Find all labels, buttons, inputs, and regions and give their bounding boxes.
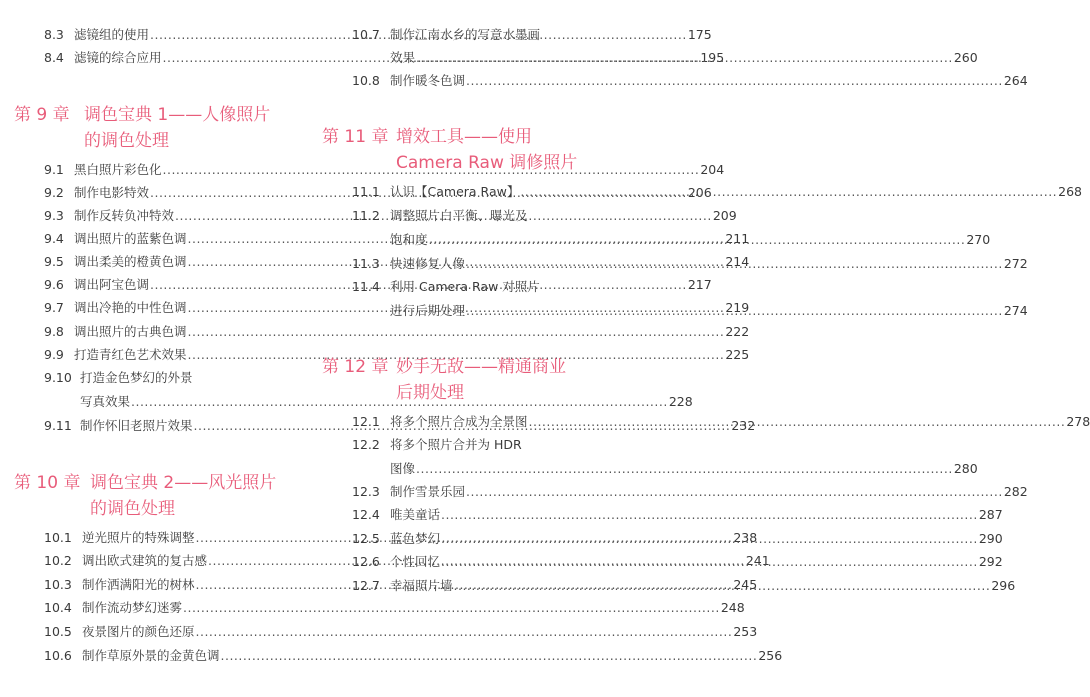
entry-number: 9.4 (44, 231, 64, 246)
entry-page: 204 (700, 162, 725, 177)
toc-entry-continued[interactable] (352, 461, 978, 477)
entry-page: 248 (720, 600, 745, 615)
entry-page: 260 (953, 50, 978, 65)
entry-title: 饱和度 (390, 232, 428, 247)
entry-title: 调整照片白平衡、曝光及 (390, 208, 528, 223)
toc-entry[interactable] (44, 624, 758, 640)
leader-dots (183, 600, 720, 616)
toc-entry[interactable] (44, 347, 750, 363)
entry-number: 8.3 (44, 27, 64, 42)
entry-number: 9.9 (44, 347, 64, 362)
entry-title: 快速修复人像 (390, 256, 466, 271)
entry-title: 打造青红色艺术效果 (74, 347, 187, 362)
entry-title: 调出冷艳的中性色调 (74, 300, 187, 315)
entry-page: 272 (1003, 256, 1028, 271)
entry-number: 9.1 (44, 162, 64, 177)
entry-page: 274 (1003, 303, 1028, 318)
leader-dots (221, 648, 758, 664)
entry-number: 12.6 (352, 554, 380, 569)
leader-dots (466, 484, 1003, 500)
entry-title: 调出照片的古典色调 (74, 324, 187, 339)
entry-page: 214 (725, 254, 750, 269)
entry-title: 幸福照片墙 (390, 578, 453, 593)
entry-title: 调出照片的蓝紫色调 (74, 231, 187, 246)
entry-page: 292 (978, 554, 1003, 569)
entry-title: 调出欧式建筑的复古感 (82, 553, 208, 568)
entry-title: 黑白照片彩色化 (74, 162, 162, 177)
leader-dots (196, 624, 733, 640)
chapter-title-line2: 后期处理 (396, 383, 464, 403)
entry-number: 9.7 (44, 300, 64, 315)
leader-dots (466, 256, 1003, 272)
entry-page: 290 (978, 531, 1003, 546)
entry-page: 287 (978, 507, 1003, 522)
chapter-title-line2: Camera Raw 调修照片 (396, 153, 578, 173)
entry-page: 175 (687, 27, 712, 42)
entry-page: 241 (745, 553, 770, 568)
entry-number: 11.1 (352, 184, 380, 199)
entry-number: 9.3 (44, 208, 64, 223)
entry-page: 278 (1066, 414, 1090, 429)
leader-dots (441, 531, 978, 547)
entry-title: 将多个照片合成为全景图 (390, 414, 528, 429)
entry-page: 268 (1058, 184, 1082, 199)
entry-page: 256 (758, 648, 783, 663)
chapter-title-line2: 的调色处理 (84, 131, 169, 151)
entry-title: 夜景图片的颜色还原 (82, 624, 195, 639)
entry-title: 调出阿宝色调 (74, 277, 150, 292)
entry-title: 认识【Camera Raw】 (390, 184, 520, 199)
entry-title: 制作江南水乡的写意水墨画 (390, 27, 541, 42)
entry-number: 12.1 (352, 414, 380, 429)
toc-entry-continued[interactable] (44, 394, 693, 410)
entry-number: 9.11 (44, 418, 72, 433)
entry-number: 11.3 (352, 256, 380, 271)
entry-title: 滤镜组的使用 (74, 27, 150, 42)
chapter-title: 妙手无敌——精通商业 (396, 357, 566, 377)
chapter-label: 第 12 章 (322, 357, 389, 377)
entry-number: 9.6 (44, 277, 64, 292)
entry-number: 12.7 (352, 578, 380, 593)
entry-page: 222 (725, 324, 750, 339)
entry-title: 效果 (390, 50, 416, 65)
leader-dots (416, 461, 953, 477)
chapter-label: 第 9 章 (14, 105, 70, 125)
entry-number: 10.2 (44, 553, 72, 568)
entry-number: 12.3 (352, 484, 380, 499)
entry-title: 制作流动梦幻迷雾 (82, 600, 183, 615)
entry-page: 211 (725, 231, 750, 246)
entry-number: 10.7 (352, 27, 380, 42)
chapter-title: 增效工具——使用 (396, 127, 532, 147)
entry-title: 进行后期处理 (390, 303, 466, 318)
toc-entry[interactable] (44, 648, 783, 664)
entry-number: 9.8 (44, 324, 64, 339)
entry-title: 利用 Camera Raw 对照片 (390, 279, 540, 294)
entry-number: 9.2 (44, 185, 64, 200)
leader-dots (441, 554, 978, 570)
entry-page: 228 (668, 394, 693, 409)
entry-page: 280 (953, 461, 978, 476)
entry-page: 238 (733, 530, 758, 545)
entry-title: 逆光照片的特殊调整 (82, 530, 195, 545)
chapter-label: 第 11 章 (322, 127, 389, 147)
entry-number: 10.3 (44, 577, 72, 592)
entry-page: 195 (700, 50, 725, 65)
entry-number: 10.1 (44, 530, 72, 545)
entry-number: 10.6 (44, 648, 72, 663)
entry-title: 蓝色梦幻 (390, 531, 441, 546)
entry-number: 11.2 (352, 208, 380, 223)
entry-number: 11.4 (352, 279, 380, 294)
entry-page: 225 (725, 347, 750, 362)
entry-page: 270 (966, 232, 991, 247)
entry-title: 制作雪景乐园 (390, 484, 466, 499)
toc-entry[interactable] (352, 27, 578, 43)
entry-title: 制作反转负冲特效 (74, 208, 175, 223)
entry-page: 219 (725, 300, 750, 315)
entry-title: 打造金色梦幻的外景 (80, 370, 193, 385)
toc-entry[interactable] (352, 73, 1028, 89)
toc-entry[interactable] (352, 484, 1028, 500)
toc-entry[interactable] (352, 437, 578, 453)
entry-number: 12.2 (352, 437, 380, 452)
entry-page: 264 (1003, 73, 1028, 88)
entry-title: 制作怀旧老照片效果 (80, 418, 193, 433)
entry-number: 10.5 (44, 624, 72, 639)
entry-number: 12.5 (352, 531, 380, 546)
entry-title: 滤镜的综合应用 (74, 50, 162, 65)
entry-number: 9.5 (44, 254, 64, 269)
leader-dots (416, 50, 953, 66)
leader-dots (188, 324, 725, 340)
entry-title: 制作暖冬色调 (390, 73, 466, 88)
leader-dots (466, 303, 1003, 319)
entry-number: 9.10 (44, 370, 72, 385)
entry-number: 10.8 (352, 73, 380, 88)
toc-entry[interactable] (352, 208, 578, 224)
entry-number: 12.4 (352, 507, 380, 522)
entry-page: 206 (687, 185, 712, 200)
entry-title: 写真效果 (80, 394, 131, 409)
chapter-title-line2: 的调色处理 (90, 499, 175, 519)
entry-title: 制作电影特效 (74, 185, 150, 200)
entry-page: 245 (733, 577, 758, 592)
entry-page: 209 (712, 208, 737, 223)
leader-dots (441, 507, 978, 523)
entry-page: 232 (731, 418, 756, 433)
entry-title: 个性回忆 (390, 554, 441, 569)
entry-title: 图像 (390, 461, 416, 476)
toc-entry[interactable] (352, 279, 578, 295)
entry-page: 282 (1003, 484, 1028, 499)
entry-title: 唯美童话 (390, 507, 441, 522)
entry-number: 10.4 (44, 600, 72, 615)
entry-number: 8.4 (44, 50, 64, 65)
entry-title: 将多个照片合并为 HDR (390, 437, 522, 452)
toc-entry[interactable] (44, 600, 745, 616)
entry-title: 调出柔美的橙黄色调 (74, 254, 187, 269)
toc-entry[interactable] (44, 370, 270, 386)
entry-title: 制作洒满阳光的树林 (82, 577, 195, 592)
chapter-title: 调色宝典 1——人像照片 (84, 105, 271, 125)
entry-page: 296 (991, 578, 1016, 593)
leader-dots (429, 232, 966, 248)
entry-page: 217 (687, 277, 712, 292)
entry-title: 制作草原外景的金黄色调 (82, 648, 220, 663)
leader-dots (454, 578, 991, 594)
leader-dots (520, 184, 1057, 200)
leader-dots (529, 414, 1066, 430)
entry-page: 253 (733, 624, 758, 639)
toc-entry[interactable] (352, 507, 1003, 523)
leader-dots (466, 73, 1003, 89)
chapter-label: 第 10 章 (14, 473, 81, 493)
chapter-title: 调色宝典 2——风光照片 (90, 473, 277, 493)
toc-entry[interactable] (44, 324, 750, 340)
